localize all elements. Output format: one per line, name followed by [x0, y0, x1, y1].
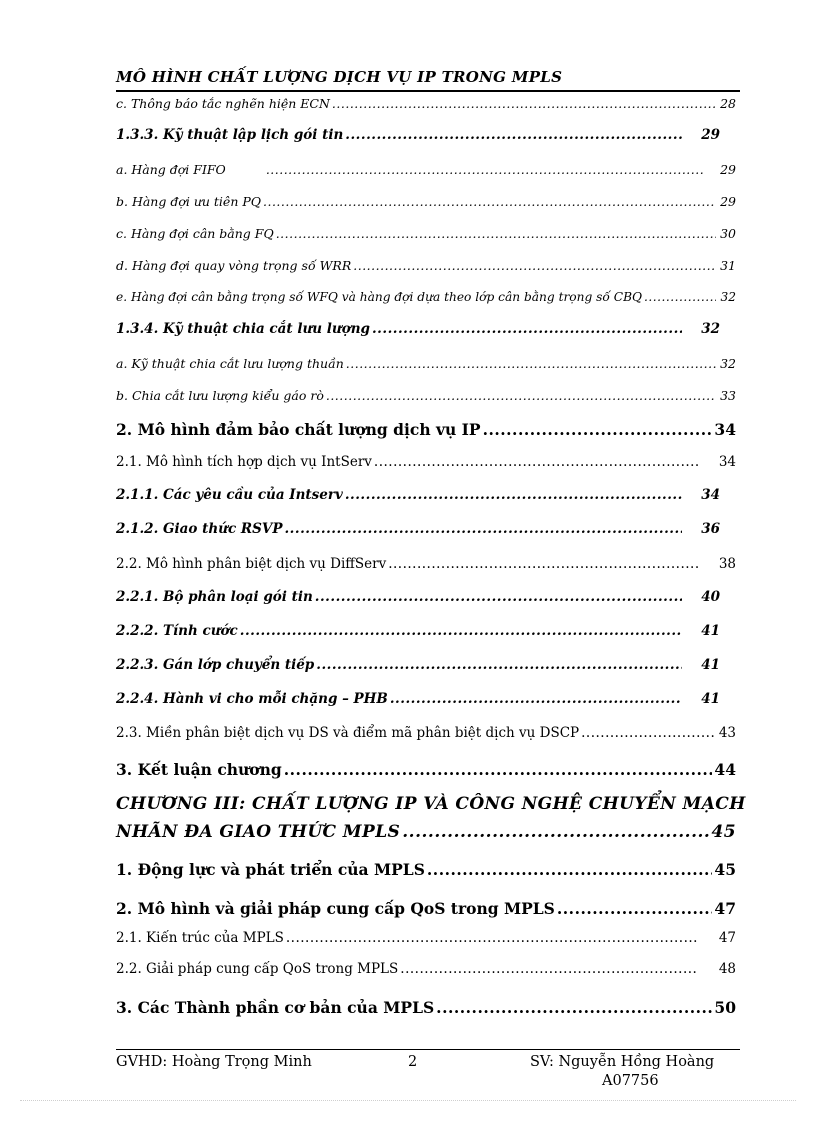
toc-entry[interactable] [116, 657, 720, 677]
toc-entry-label: 3. Kết luận chương [116, 760, 282, 779]
toc-entry-label: e. Hàng đợi cân bằng trọng số WFQ và hàng đợi dựa theo lớp cân bằng trọng số CBQ [116, 290, 643, 304]
toc-entry-page: 30 [720, 226, 736, 241]
toc-entry[interactable] [116, 388, 736, 406]
toc-entry[interactable] [116, 420, 736, 442]
toc-entry-label: 2.2. Mô hình phân biệt dịch vụ DiffServ [116, 556, 387, 572]
toc-entry-page: 29 [720, 194, 736, 209]
toc-entry-label: 2.2.2. Tính cước [116, 623, 238, 639]
toc-entry[interactable] [116, 226, 736, 244]
toc-entry-label: c. Hàng đợi cân bằng FQ [116, 226, 274, 241]
toc-entry-label: d. Hàng đợi quay vòng trọng số WRR [116, 258, 352, 273]
toc-leader [346, 356, 716, 371]
toc-entry[interactable] [116, 321, 720, 341]
toc-entry[interactable] [116, 899, 736, 921]
toc-entry-label: 2.1. Mô hình tích hợp dịch vụ IntServ [116, 454, 372, 470]
toc-entry-label: b. Chia cắt lưu lượng kiểu gáo rò [116, 388, 324, 403]
toc-leader [400, 961, 698, 977]
footer-page-number: 2 [408, 1054, 418, 1070]
toc-entry-page: 28 [720, 96, 736, 111]
toc-leader [286, 930, 698, 946]
toc-leader [263, 194, 716, 209]
toc-entry-page: 44 [714, 760, 736, 779]
toc-entry-page: 48 [718, 961, 736, 977]
toc-chapter-heading-line2[interactable] [116, 822, 736, 846]
toc-entry[interactable] [116, 930, 736, 950]
header-divider [116, 90, 740, 92]
toc-entry[interactable] [116, 356, 736, 374]
toc-entry-page: 32 [720, 290, 736, 304]
toc-entry-label: 2.3. Miền phân biệt dịch vụ DS và điểm mã phân biệt dịch vụ DSCP [116, 725, 580, 741]
page-bottom-edge [20, 1100, 796, 1101]
toc-entry[interactable] [116, 290, 736, 308]
toc-entry-page: 43 [718, 725, 736, 741]
toc-entry-page: 36 [701, 521, 720, 537]
toc-entry[interactable] [116, 258, 736, 276]
toc-entry-label: 1.3.4. Kỹ thuật chia cắt lưu lượng [116, 321, 370, 337]
toc-leader [332, 96, 716, 111]
toc-entry-label: 1. Động lực và phát triển của MPLS [116, 860, 425, 879]
toc-entry[interactable] [116, 194, 736, 212]
toc-leader [266, 162, 704, 177]
toc-leader [581, 725, 716, 741]
toc-entry[interactable] [116, 162, 736, 180]
toc-entry-label: a. Hàng đợi FIFO [116, 162, 226, 177]
toc-entry-page: 38 [718, 556, 736, 572]
footer-student-id: A07756 [602, 1073, 659, 1089]
footer-supervisor: GVHD: Hoàng Trọng Minh [116, 1054, 312, 1070]
toc-entry[interactable] [116, 487, 720, 507]
toc-entry-label: 1.3.3. Kỹ thuật lập lịch gói tin [116, 127, 344, 143]
toc-entry-label: 2. Mô hình đảm bảo chất lượng dịch vụ IP [116, 420, 481, 439]
toc-entry-page: 34 [714, 420, 736, 439]
toc-entry-label: 2. Mô hình và giải pháp cung cấp QoS trong MPLS [116, 899, 555, 918]
footer-divider [116, 1049, 740, 1050]
toc-entry[interactable] [116, 556, 736, 576]
toc-leader [345, 487, 682, 503]
toc-leader [315, 589, 682, 605]
toc-leader [436, 998, 712, 1017]
toc-entry-label: b. Hàng đợi ưu tiên PQ [116, 194, 262, 209]
toc-leader [644, 290, 716, 304]
toc-entry-label: 2.2. Giải pháp cung cấp QoS trong MPLS [116, 961, 399, 977]
toc-leader [326, 388, 716, 403]
toc-leader [557, 899, 713, 918]
toc-entry-label: 2.1.1. Các yêu cầu của Intserv [116, 487, 343, 503]
footer-student: SV: Nguyễn Hồng Hoàng [530, 1054, 715, 1070]
toc-entry-page: 41 [701, 623, 720, 639]
toc-entry-page: 32 [720, 356, 736, 371]
toc-entry-page: 33 [720, 388, 736, 403]
toc-chapter-heading-line1[interactable] [116, 794, 746, 818]
toc-entry-label: 2.2.1. Bộ phân loại gói tin [116, 589, 313, 605]
toc-entry-page: 40 [701, 589, 720, 605]
toc-entry[interactable] [116, 760, 736, 782]
toc-entry-page: 47 [718, 930, 736, 946]
toc-leader [390, 691, 682, 707]
toc-entry[interactable] [116, 961, 736, 981]
page-header-title: MÔ HÌNH CHẤT LƯỢNG DỊCH VỤ IP TRONG MPLS [116, 68, 563, 86]
toc-entry-label: 2.1. Kiến trúc của MPLS [116, 930, 284, 946]
toc-entry-page: 34 [701, 487, 720, 503]
toc-entry[interactable] [116, 127, 720, 147]
toc-leader [372, 321, 682, 337]
toc-leader [353, 258, 716, 273]
toc-leader [284, 521, 682, 537]
toc-leader [284, 760, 713, 779]
toc-entry[interactable] [116, 860, 736, 882]
toc-leader [240, 623, 682, 639]
toc-entry[interactable] [116, 521, 720, 541]
toc-entry[interactable] [116, 623, 720, 643]
chapter-title-line2: NHÃN ĐA GIAO THỨC MPLS [116, 822, 401, 842]
toc-entry-page: 32 [701, 321, 720, 337]
toc-entry-page: 31 [720, 258, 736, 273]
toc-entry-label: c. Thông báo tắc nghẽn hiện ECN [116, 96, 330, 111]
toc-entry-page: 47 [714, 899, 736, 918]
toc-entry[interactable] [116, 454, 736, 474]
chapter-title-line1: CHƯƠNG III: CHẤT LƯỢNG IP VÀ CÔNG NGHỆ CHUYỂN MẠCH [116, 794, 746, 814]
toc-leader [483, 420, 713, 439]
toc-entry-page: 41 [701, 657, 720, 673]
toc-leader [388, 556, 698, 572]
toc-entry-page: 34 [718, 454, 736, 470]
toc-leader [374, 454, 698, 470]
toc-entry[interactable] [116, 998, 736, 1020]
toc-entry[interactable] [116, 96, 736, 114]
toc-entry[interactable] [116, 691, 720, 711]
toc-entry-label: a. Kỹ thuật chia cắt lưu lượng thuần [116, 356, 344, 371]
toc-entry[interactable] [116, 589, 720, 609]
toc-entry-label: 2.2.4. Hành vi cho mỗi chặng – PHB [116, 691, 388, 707]
toc-leader [427, 860, 713, 879]
toc-entry-page: 29 [701, 127, 720, 143]
toc-entry-label: 2.1.2. Giao thức RSVP [116, 521, 283, 537]
toc-leader [402, 822, 709, 842]
toc-entry-page: 41 [701, 691, 720, 707]
toc-entry-label: 2.2.3. Gán lớp chuyển tiếp [116, 657, 315, 673]
toc-leader [316, 657, 682, 673]
toc-entry-page: 50 [714, 998, 736, 1017]
toc-entry[interactable] [116, 725, 736, 745]
toc-leader [276, 226, 716, 241]
toc-entry-label: 3. Các Thành phần cơ bản của MPLS [116, 998, 435, 1017]
chapter-page: 45 [711, 822, 736, 842]
toc-leader [345, 127, 682, 143]
toc-entry-page: 29 [720, 162, 736, 177]
toc-entry-page: 45 [714, 860, 736, 879]
